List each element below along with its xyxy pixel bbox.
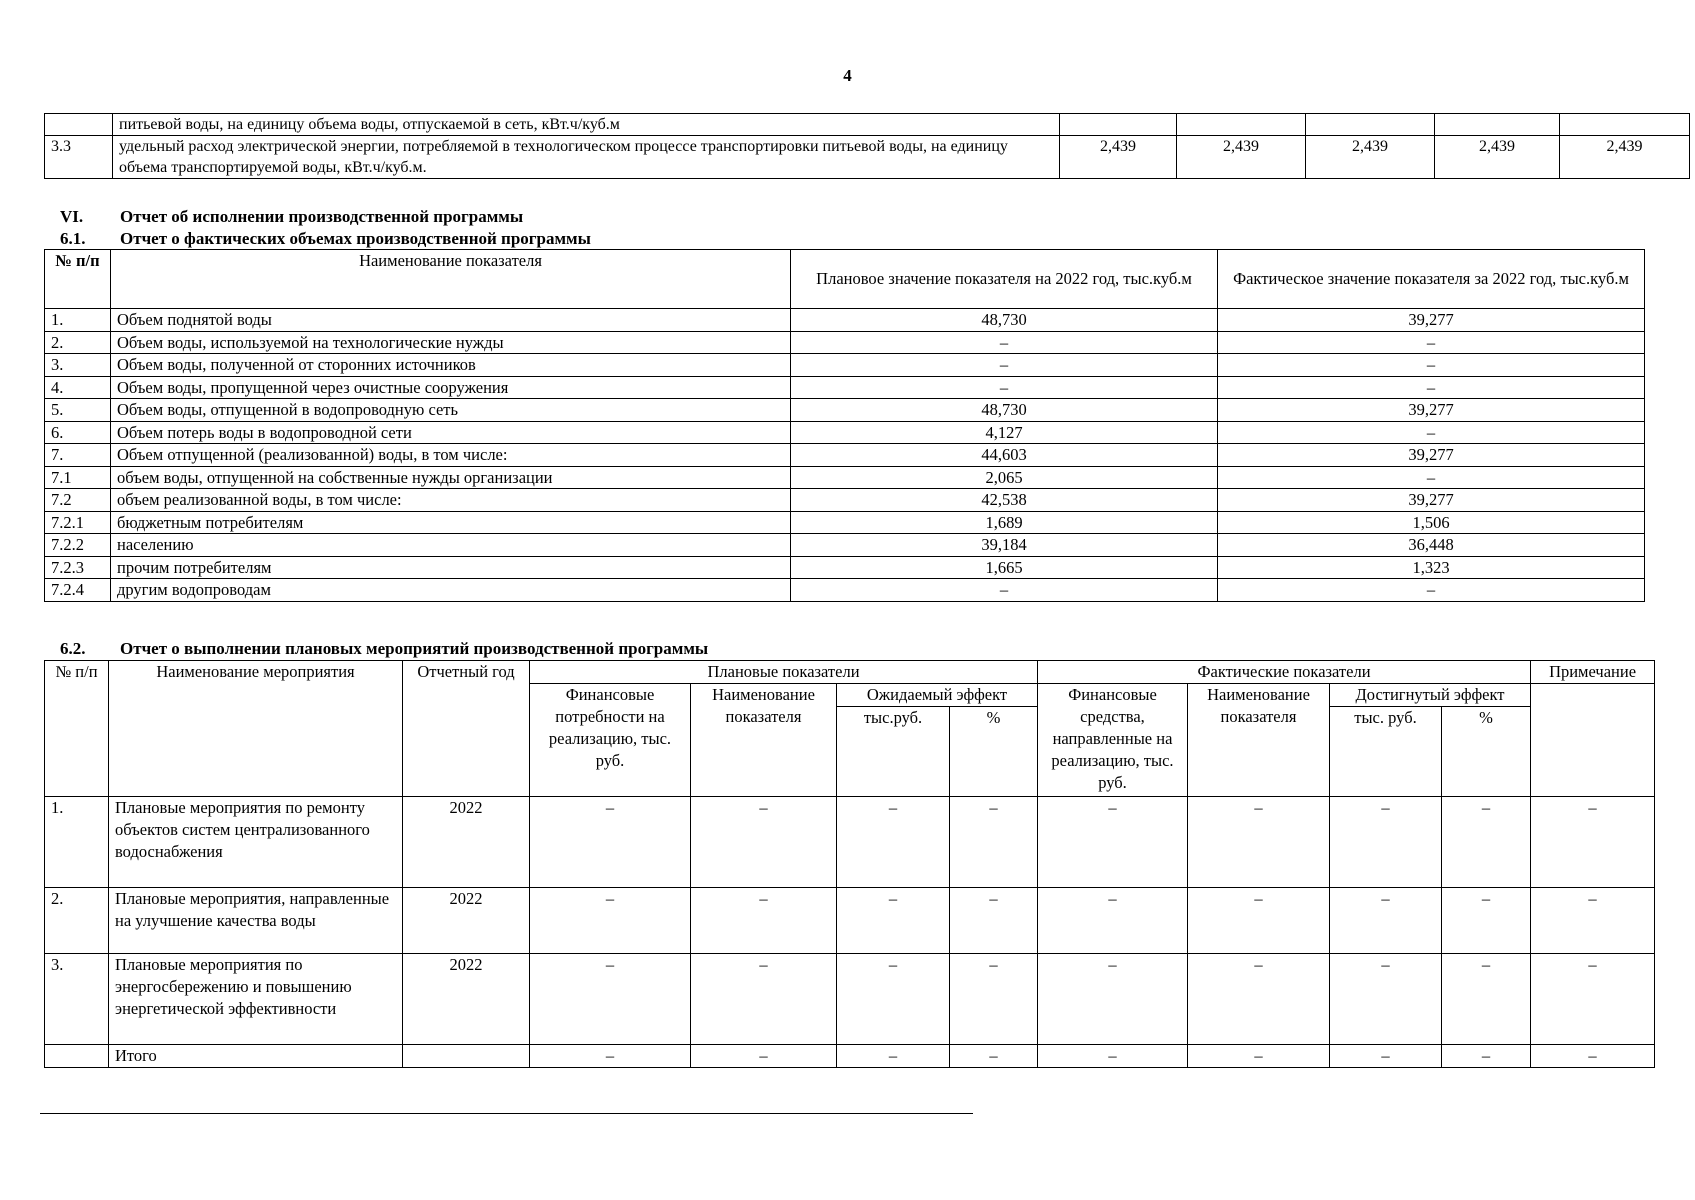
value-cell: 2,439 xyxy=(1306,136,1435,179)
table-row xyxy=(45,309,1645,332)
section-title: Отчет о выполнении плановых мероприятий производственной программы xyxy=(120,639,709,658)
plan-indicator-cell: – xyxy=(691,1045,837,1068)
table-row xyxy=(45,331,1645,354)
plan-effect-pct-cell: – xyxy=(950,1045,1038,1068)
header-fact-indicator: Наименование показателя xyxy=(1188,684,1330,797)
fact-value: 39,277 xyxy=(1218,444,1645,467)
plan-indicator-cell: – xyxy=(691,797,837,888)
section-number: 6.2. xyxy=(60,639,86,658)
row-number: 7.2 xyxy=(45,489,111,512)
report-year: 2022 xyxy=(403,797,530,888)
table-header-row xyxy=(45,661,1655,684)
header-plan-fin: Финансовые потребности на реализацию, тыс. руб. xyxy=(530,684,691,797)
table-row xyxy=(45,466,1645,489)
plan-value: 1,689 xyxy=(791,511,1218,534)
report-year: 2022 xyxy=(403,954,530,1045)
events-table-body xyxy=(45,797,1655,1068)
fact-value: 1,323 xyxy=(1218,556,1645,579)
header-plan-effect-pct: % xyxy=(950,707,1038,797)
fact-value: – xyxy=(1218,331,1645,354)
header-plan-effect: Ожидаемый эффект xyxy=(837,684,1038,707)
header-plan-effect-rub: тыс.руб. xyxy=(837,707,950,797)
fact-value: 39,277 xyxy=(1218,309,1645,332)
fact-effect-rub-cell: – xyxy=(1330,797,1442,888)
row-number: 7. xyxy=(45,444,111,467)
row-number: 7.2.4 xyxy=(45,579,111,602)
fact-indicator-cell: – xyxy=(1188,1045,1330,1068)
plan-fin-cell: – xyxy=(530,797,691,888)
note-cell: – xyxy=(1531,954,1655,1045)
row-number: 7.2.1 xyxy=(45,511,111,534)
fact-effect-pct-cell: – xyxy=(1442,1045,1531,1068)
table-row xyxy=(45,421,1645,444)
row-number: 2. xyxy=(45,331,111,354)
fact-effect-pct-cell: – xyxy=(1442,888,1531,954)
indicator-name: питьевой воды, на единицу объема воды, отпускаемой в сеть, кВт.ч/куб.м xyxy=(113,114,1060,136)
fact-value: 39,277 xyxy=(1218,399,1645,422)
section-heading-6-1 xyxy=(60,228,591,249)
value-cell: 2,439 xyxy=(1435,136,1560,179)
indicator-name: другим водопроводам xyxy=(111,579,791,602)
plan-fin-cell: – xyxy=(530,1045,691,1068)
fact-fin-cell: – xyxy=(1038,797,1188,888)
fact-effect-rub-cell: – xyxy=(1330,954,1442,1045)
indicator-name: Объем воды, используемой на технологические нужды xyxy=(111,331,791,354)
table-row xyxy=(45,534,1645,557)
header-fact-effect: Достигнутый эффект xyxy=(1330,684,1531,707)
table-row xyxy=(45,797,1655,888)
row-number: 3.3 xyxy=(45,136,113,179)
plan-value: 2,065 xyxy=(791,466,1218,489)
report-year xyxy=(403,1045,530,1068)
header-no: № п/п xyxy=(45,661,109,797)
event-name: Итого xyxy=(109,1045,403,1068)
table-row xyxy=(45,489,1645,512)
value-cell xyxy=(1060,114,1177,136)
fact-indicator-cell: – xyxy=(1188,954,1330,1045)
plan-effect-rub-cell: – xyxy=(837,797,950,888)
table-row xyxy=(45,954,1655,1045)
plan-value: 1,665 xyxy=(791,556,1218,579)
value-cell: 2,439 xyxy=(1060,136,1177,179)
header-name: Наименование мероприятия xyxy=(109,661,403,797)
header-note-blank xyxy=(1531,684,1655,797)
volumes-table-body xyxy=(45,309,1645,602)
header-fact-group: Фактические показатели xyxy=(1038,661,1531,684)
plan-fin-cell: – xyxy=(530,954,691,1045)
plan-value: 42,538 xyxy=(791,489,1218,512)
row-number: 4. xyxy=(45,376,111,399)
table-header-row xyxy=(45,250,1645,309)
table-row xyxy=(45,444,1645,467)
table-row xyxy=(45,556,1645,579)
note-cell: – xyxy=(1531,888,1655,954)
plan-effect-pct-cell: – xyxy=(950,954,1038,1045)
header-plan: Плановое значение показателя на 2022 год, тыс.куб.м xyxy=(791,250,1218,309)
section-heading-6-2 xyxy=(60,638,708,659)
header-year: Отчетный год xyxy=(403,661,530,797)
fact-value: 39,277 xyxy=(1218,489,1645,512)
note-cell: – xyxy=(1531,1045,1655,1068)
row-number: 3. xyxy=(45,954,109,1045)
indicator-name: Объем потерь воды в водопроводной сети xyxy=(111,421,791,444)
section-title: Отчет о фактических объемах производственной программы xyxy=(120,229,591,248)
indicator-name: объем реализованной воды, в том числе: xyxy=(111,489,791,512)
header-fact-effect-pct: % xyxy=(1442,707,1531,797)
plan-value: 48,730 xyxy=(791,399,1218,422)
event-name: Плановые мероприятия по энергосбережению и повышению энергетической эффективности xyxy=(109,954,403,1045)
fact-indicator-cell: – xyxy=(1188,888,1330,954)
table-row xyxy=(45,1045,1655,1068)
fact-fin-cell: – xyxy=(1038,1045,1188,1068)
header-fact: Фактическое значение показателя за 2022 год, тыс.куб.м xyxy=(1218,250,1645,309)
value-cell xyxy=(1560,114,1690,136)
fact-value: – xyxy=(1218,376,1645,399)
planned-events-table xyxy=(44,660,1655,1068)
energy-consumption-table xyxy=(44,113,1690,179)
production-volumes-table xyxy=(44,249,1645,602)
plan-effect-rub-cell: – xyxy=(837,1045,950,1068)
event-name: Плановые мероприятия, направленные на улучшение качества воды xyxy=(109,888,403,954)
indicator-name: Объем воды, отпущенной в водопроводную сеть xyxy=(111,399,791,422)
fact-indicator-cell: – xyxy=(1188,797,1330,888)
value-cell xyxy=(1177,114,1306,136)
header-note: Примечание xyxy=(1531,661,1655,684)
note-cell: – xyxy=(1531,797,1655,888)
value-cell: 2,439 xyxy=(1177,136,1306,179)
indicator-name: Объем воды, полученной от сторонних источников xyxy=(111,354,791,377)
row-number: 3. xyxy=(45,354,111,377)
header-plan-indicator: Наименование показателя xyxy=(691,684,837,797)
plan-effect-rub-cell: – xyxy=(837,954,950,1045)
signature-line xyxy=(40,1113,973,1114)
plan-effect-pct-cell: – xyxy=(950,888,1038,954)
section-heading-vi xyxy=(60,206,523,227)
indicator-name: удельный расход электрической энергии, потребляемой в технологическом процессе транспортировки питьевой воды, на единицу объема транспортируемой воды, кВт.ч/куб.м. xyxy=(113,136,1060,179)
table-row xyxy=(45,399,1645,422)
plan-fin-cell: – xyxy=(530,888,691,954)
indicator-name: прочим потребителям xyxy=(111,556,791,579)
plan-effect-pct-cell: – xyxy=(950,797,1038,888)
fact-effect-rub-cell: – xyxy=(1330,888,1442,954)
table-row xyxy=(45,354,1645,377)
header-no: № п/п xyxy=(45,250,111,309)
value-cell: 2,439 xyxy=(1560,136,1690,179)
report-year: 2022 xyxy=(403,888,530,954)
plan-value: – xyxy=(791,376,1218,399)
row-number: 7.2.2 xyxy=(45,534,111,557)
value-cell xyxy=(1435,114,1560,136)
indicator-name: бюджетным потребителям xyxy=(111,511,791,534)
row-number: 6. xyxy=(45,421,111,444)
fact-value: – xyxy=(1218,421,1645,444)
header-plan-group: Плановые показатели xyxy=(530,661,1038,684)
plan-value: – xyxy=(791,331,1218,354)
row-number: 1. xyxy=(45,797,109,888)
plan-indicator-cell: – xyxy=(691,954,837,1045)
header-fact-fin: Финансовые средства, направленные на реализацию, тыс. руб. xyxy=(1038,684,1188,797)
row-number: 7.1 xyxy=(45,466,111,489)
indicator-name: объем воды, отпущенной на собственные нужды организации xyxy=(111,466,791,489)
section-number: 6.1. xyxy=(60,229,86,248)
plan-value: – xyxy=(791,579,1218,602)
fact-effect-rub-cell: – xyxy=(1330,1045,1442,1068)
fact-fin-cell: – xyxy=(1038,888,1188,954)
row-number: 2. xyxy=(45,888,109,954)
header-name: Наименование показателя xyxy=(111,250,791,309)
event-name: Плановые мероприятия по ремонту объектов систем централизованного водоснабжения xyxy=(109,797,403,888)
fact-value: 36,448 xyxy=(1218,534,1645,557)
fact-value: – xyxy=(1218,579,1645,602)
plan-value: 44,603 xyxy=(791,444,1218,467)
fact-fin-cell: – xyxy=(1038,954,1188,1045)
plan-value: 4,127 xyxy=(791,421,1218,444)
plan-indicator-cell: – xyxy=(691,888,837,954)
value-cell xyxy=(1306,114,1435,136)
page-number: 4 xyxy=(843,66,852,85)
section-number: VI. xyxy=(60,207,84,226)
row-number: 5. xyxy=(45,399,111,422)
table-row xyxy=(45,888,1655,954)
row-number: 1. xyxy=(45,309,111,332)
fact-value: – xyxy=(1218,466,1645,489)
table-row xyxy=(45,376,1645,399)
plan-effect-rub-cell: – xyxy=(837,888,950,954)
fact-value: 1,506 xyxy=(1218,511,1645,534)
plan-value: 48,730 xyxy=(791,309,1218,332)
indicator-name: Объем воды, пропущенной через очистные сооружения xyxy=(111,376,791,399)
header-fact-effect-rub: тыс. руб. xyxy=(1330,707,1442,797)
indicator-name: населению xyxy=(111,534,791,557)
table-row xyxy=(45,511,1645,534)
row-number xyxy=(45,1045,109,1068)
fact-effect-pct-cell: – xyxy=(1442,797,1531,888)
section-title: Отчет об исполнении производственной программы xyxy=(120,207,524,226)
fact-effect-pct-cell: – xyxy=(1442,954,1531,1045)
row-number xyxy=(45,114,113,136)
table-row xyxy=(45,579,1645,602)
plan-value: – xyxy=(791,354,1218,377)
indicator-name: Объем отпущенной (реализованной) воды, в том числе: xyxy=(111,444,791,467)
indicator-name: Объем поднятой воды xyxy=(111,309,791,332)
row-number: 7.2.3 xyxy=(45,556,111,579)
table-row xyxy=(45,114,1690,136)
table-row xyxy=(45,136,1690,179)
plan-value: 39,184 xyxy=(791,534,1218,557)
fact-value: – xyxy=(1218,354,1645,377)
